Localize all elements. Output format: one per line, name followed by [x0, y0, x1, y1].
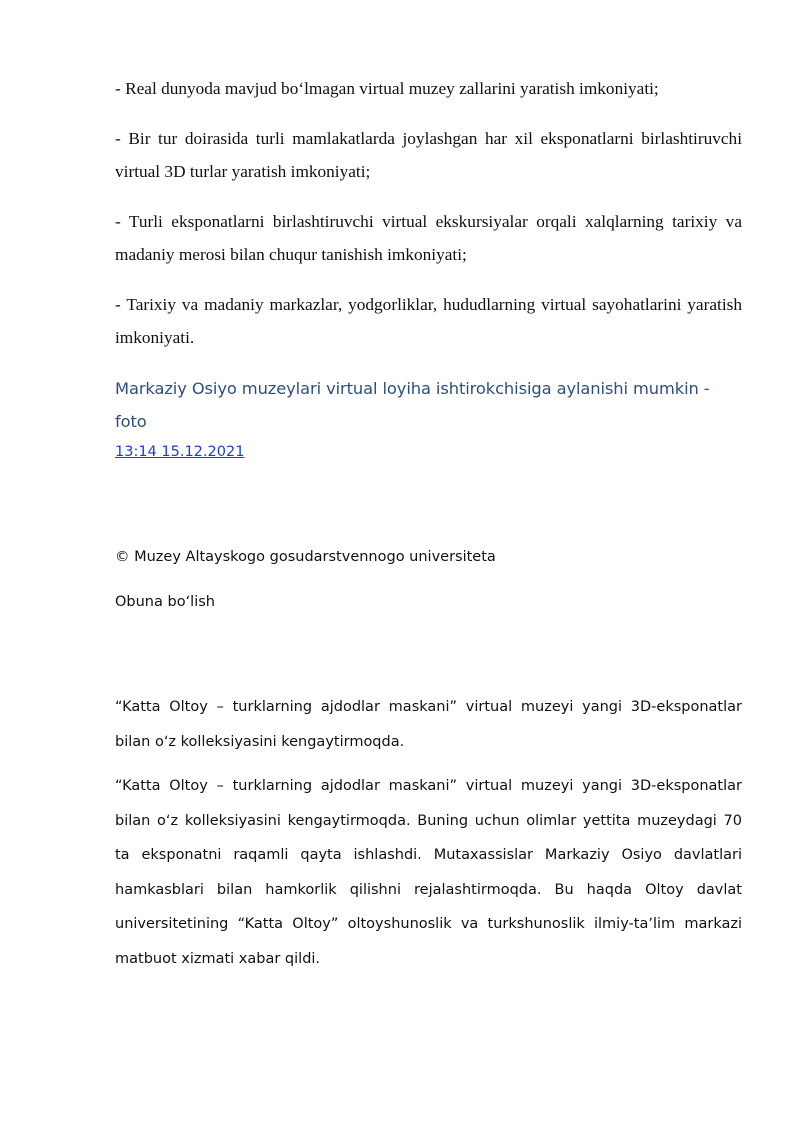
article-headline: Markaziy Osiyo muzeylari virtual loyiha ishtirokchisiga aylanishi mumkin - foto — [115, 379, 710, 431]
subscribe-button[interactable]: Obuna boʻlish — [115, 594, 215, 610]
bullet-virtual-excursions: - Turli eksponatlarni birlashtiruvchi virtual ekskursiyalar orqali xalqlarning tarixiy va madaniy merosi bilan chuqur tanishish imkoniyati; — [115, 212, 742, 264]
bullet-3d-tours: - Bir tur doirasida turli mamlakatlarda joylashgan har xil eksponatlarni birlashtiruvchi virtual 3D turlar yaratish imkoniyati; — [115, 129, 742, 181]
article-lead: “Katta Oltoy – turklarning ajdodlar maskani” virtual muzeyi yangi 3D-eksponatlar bilan oʻz kolleksiyasini kengaytirmoqda. — [115, 699, 742, 750]
article-body — [115, 690, 742, 976]
bullet-virtual-travels: - Tarixiy va madaniy markazlar, yodgorliklar, hududlarning virtual sayohatlarini yaratish imkoniyati. — [115, 295, 742, 347]
bullet-virtual-halls: - Real dunyoda mavjud boʻlmagan virtual muzey zallarini yaratish imkoniyati; — [115, 79, 659, 98]
photo-credit: © Muzey Altayskogo gosudarstvennogo universiteta — [115, 549, 496, 565]
timestamp-link[interactable]: 13:14 15.12.2021 — [115, 444, 245, 460]
article-paragraph: “Katta Oltoy – turklarning ajdodlar maskani” virtual muzeyi yangi 3D-eksponatlar bilan oʻz kolleksiyasini kengaytirmoqda. Buning uchun olimlar yettita muzeydagi 70 ta eksponatni raqamli qayta ishlashdi. Mutaxassislar Markaziy Osiyo davlatlari hamkasblari bilan hamkorlik qilishni rejalashtirmoqda. Bu haqda Oltoy davlat universitetining “Katta Oltoy” oltoyshunoslik va turkshunoslik ilmiy-taʼlim markazi matbuot xizmati xabar qildi. — [115, 778, 742, 967]
